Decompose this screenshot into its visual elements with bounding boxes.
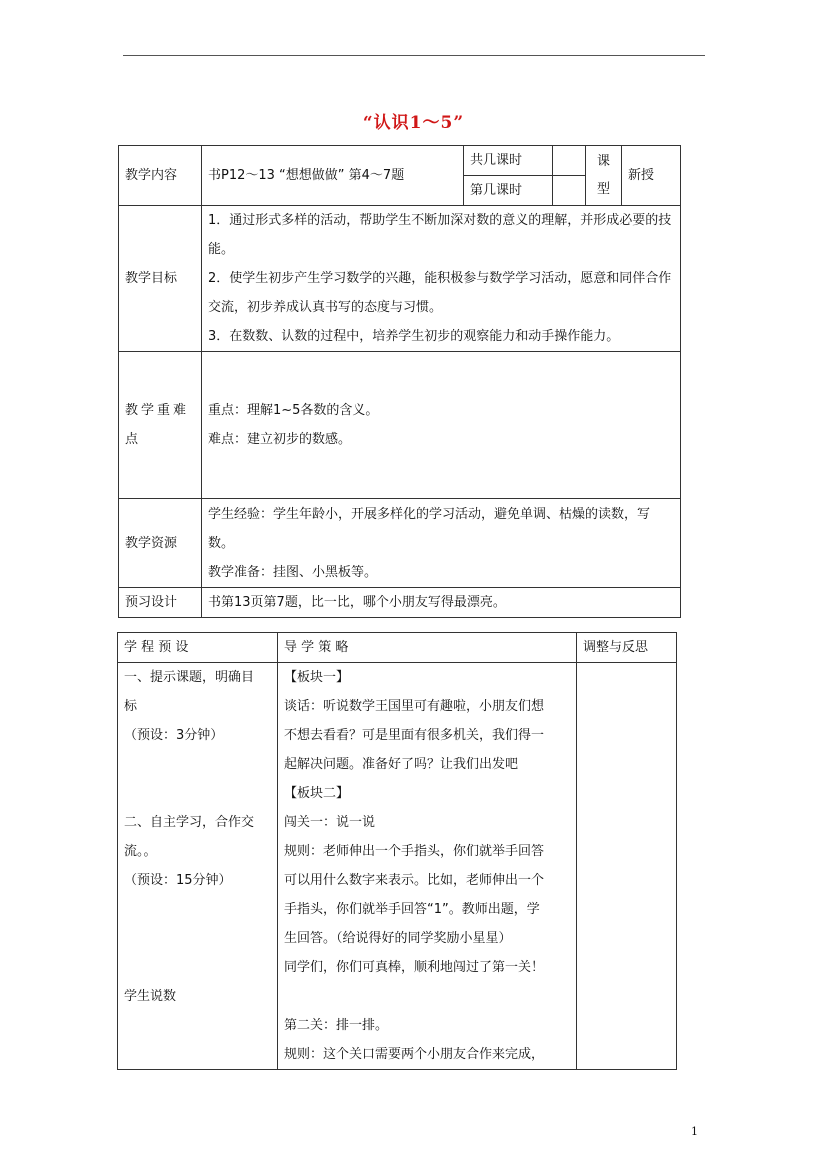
process-line: [124, 895, 271, 924]
process-line: （预设：3分钟）: [124, 728, 224, 743]
header-strategy: 导 学 策 略: [278, 633, 577, 663]
goal-1: 1．通过形式多样的活动，帮助学生不断加深对数的意义的理解，并形成必要的技能。: [208, 213, 672, 257]
keypoints-cell: [202, 352, 681, 499]
goal-3: 3．在数数、认数的过程中，培养学生初步的观察能力和动手操作能力。: [208, 329, 620, 344]
keypoint-1: 重点：理解1~5各数的含义。: [208, 403, 379, 418]
header-rule: [123, 55, 705, 56]
goals-label: 教学目标: [119, 206, 202, 352]
strategy-line: 手指头，你们就举手回答“1”。教师出题，学: [284, 902, 540, 917]
document-title: “认识1～5”: [362, 113, 465, 133]
which-hour-value: [553, 176, 586, 206]
content-label: 教学内容: [119, 146, 202, 206]
process-line: （预设：15分钟）: [124, 873, 232, 888]
strategy-line: 谈话：听说数学王国里可有趣啦，小朋友们想: [284, 699, 545, 714]
goal-2: 2．使学生初步产生学习数学的兴趣，能积极参与数学学习活动，愿意和同伴合作交流，初步养成认真书写的态度与习惯。: [208, 271, 672, 315]
keypoint-2: 难点：建立初步的数感。: [208, 432, 352, 447]
strategy-cell: [278, 663, 577, 1070]
strategy-line: [284, 982, 570, 1011]
total-hours-value: [553, 146, 586, 176]
content-value: 书P12～13 “想想做做” 第4～7题: [202, 146, 464, 206]
header-reflect: 调整与反思: [577, 633, 677, 663]
process-line: [124, 779, 271, 808]
strategy-line: 起解决问题。准备好了吗？让我们出发吧: [284, 757, 519, 772]
reflect-cell: [577, 663, 677, 1070]
resource-2: 教学准备：挂图、小黑板等。: [208, 564, 378, 580]
strategy-line: 可以用什么数字来表示。比如，老师伸出一个: [284, 873, 545, 888]
process-cell: [118, 663, 278, 1070]
process-line: [124, 924, 271, 953]
strategy-line: 生回答。（给说得好的同学奖励小星星）: [284, 931, 512, 946]
process-line: 二、自主学习，合作交: [124, 815, 255, 830]
which-hour-label: 第几课时: [464, 176, 553, 206]
strategy-line: 【板块一】: [284, 670, 350, 685]
goals-cell: [202, 206, 681, 352]
header-process: 学 程 预 设: [118, 633, 278, 663]
process-line: 学生说数: [124, 989, 177, 1004]
strategy-line: 规则：这个关口需要两个小朋友合作来完成，: [284, 1047, 545, 1062]
page-number: 1: [691, 1125, 698, 1138]
keypoints-label: 教学重难 点: [119, 352, 202, 499]
total-hours-label: 共几课时: [464, 146, 553, 176]
strategy-line: 同学们，你们可真棒，顺利地闯过了第一关！: [284, 960, 545, 975]
process-line: [124, 953, 271, 982]
strategy-line: 规则：老师伸出一个手指头，你们就举手回答: [284, 844, 545, 859]
strategy-line: 【板块二】: [284, 786, 350, 801]
strategy-line: 第二关：排一排。: [284, 1018, 389, 1033]
resource-1: 学生经验：学生年龄小，开展多样化的学习活动，避免单调、枯燥的读数，写数。: [208, 506, 651, 551]
lesson-process-table: [117, 632, 677, 1070]
strategy-line: 不想去看看？可是里面有很多机关，我们得一: [284, 728, 545, 743]
lesson-type-value: 新授: [622, 146, 681, 206]
resources-cell: [202, 499, 681, 588]
process-line: 一、提示课题，明确目: [124, 670, 255, 685]
preview-label: 预习设计: [119, 588, 202, 618]
lesson-type-label: 课 型: [586, 146, 622, 206]
process-line: 标: [124, 699, 138, 714]
process-line: 流。。: [124, 844, 157, 859]
strategy-line: 闯关一：说一说: [284, 815, 376, 830]
preview-value: 书第13页第7题，比一比，哪个小朋友写得最漂亮。: [202, 588, 681, 618]
resources-label: 教学资源: [119, 499, 202, 588]
lesson-info-table: [118, 145, 681, 618]
process-line: [124, 750, 271, 779]
